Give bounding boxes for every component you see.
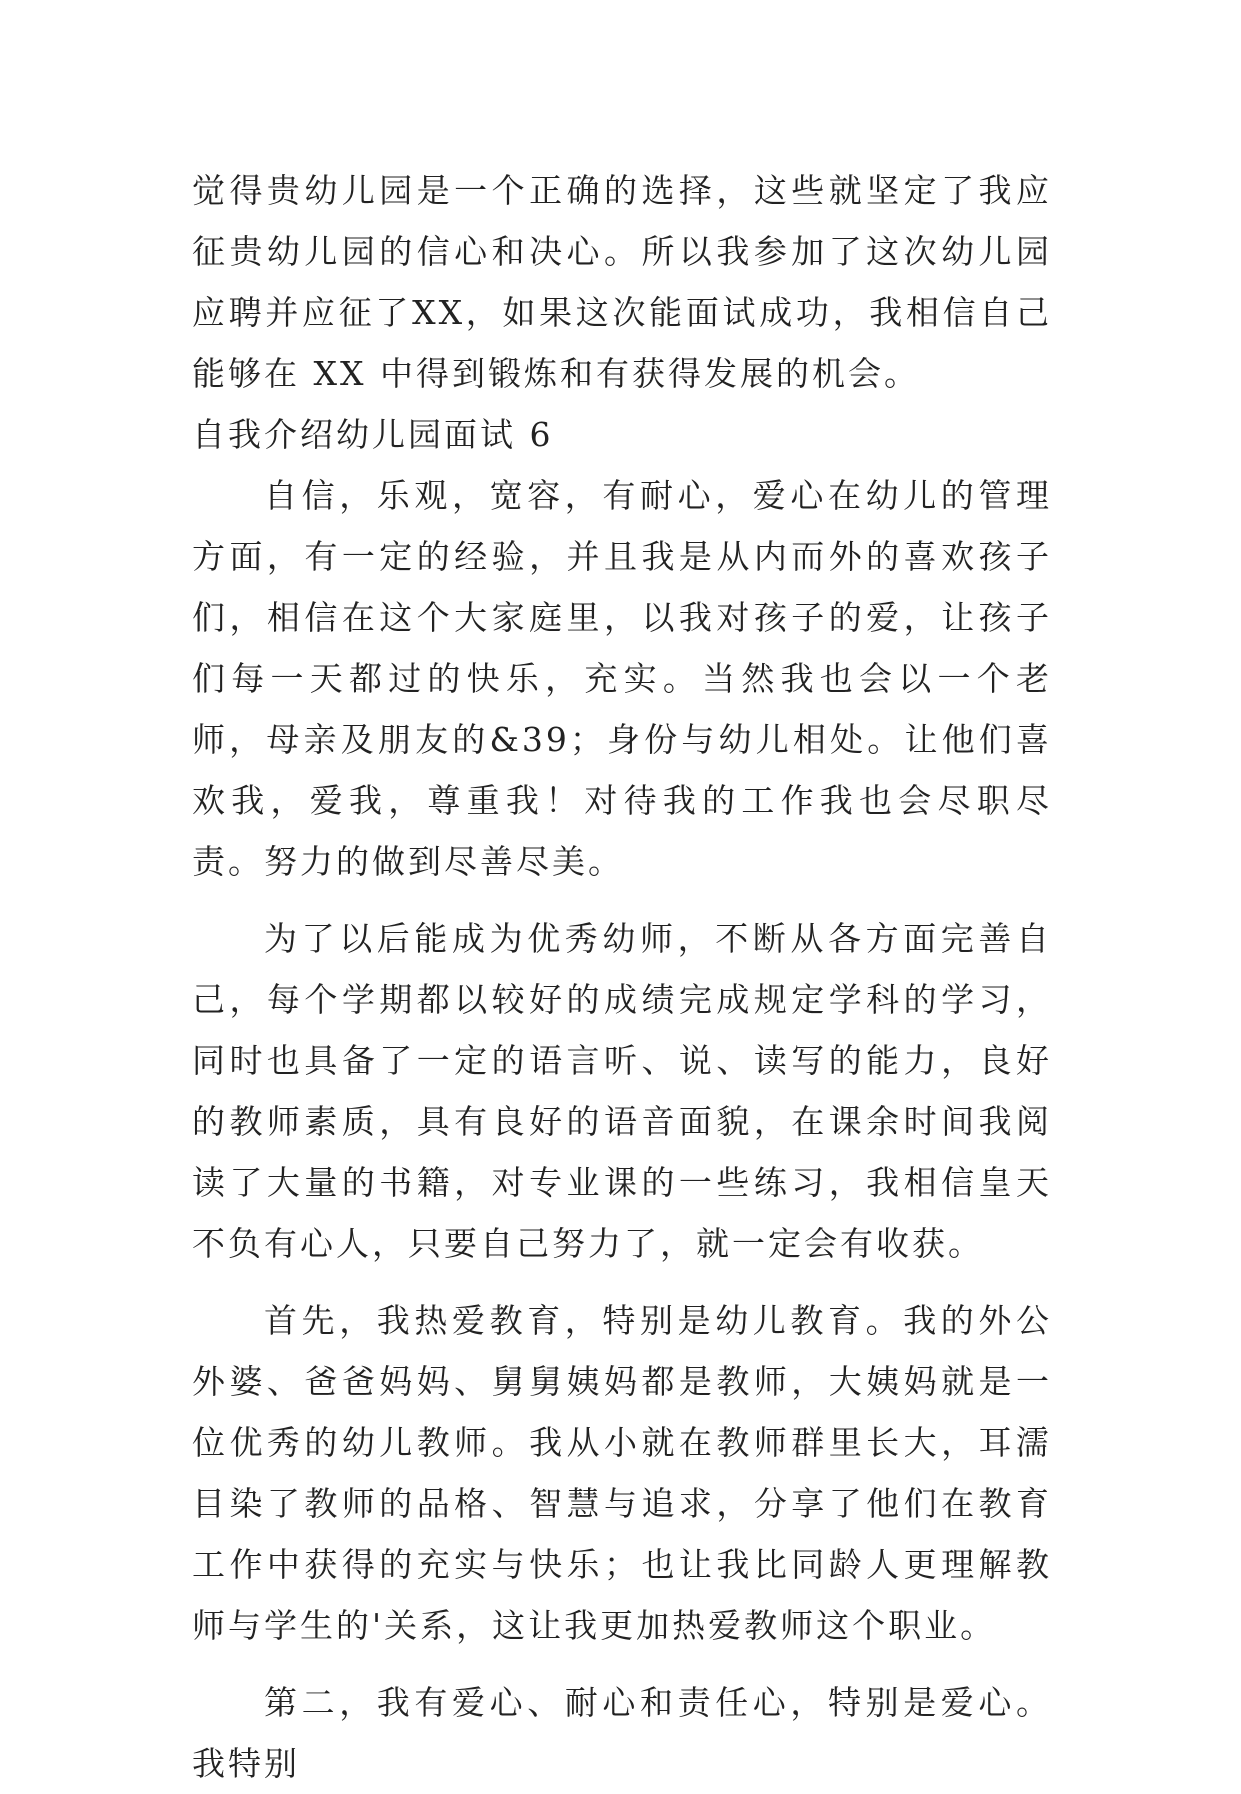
paragraph-4: 第二，我有爱心、耐心和责任心，特别是爱心。我特别 (192, 1683, 1052, 1783)
paragraph-continued: 觉得贵幼儿园是一个正确的选择，这些就坚定了我应征贵幼儿园的信心和决心。所以我参加了这次幼儿园应聘并应征了XX，如果这次能面试成功，我相信自己能够在 XX 中得到锻炼和有获得发展的机会。 (192, 171, 1052, 393)
paragraph-2: 为了以后能成为优秀幼师，不断从各方面完善自己，每个学期都以较好的成绩完成规定学科的学习，同时也具备了一定的语言听、说、读写的能力，良好的教师素质，具有良好的语音面貌，在课余时间我阅读了大量的书籍，对专业课的一些练习，我相信皇天不负有心人，只要自己努力了，就一定会有收获。 (192, 919, 1052, 1263)
paragraph-1: 自信，乐观，宽容，有耐心，爱心在幼儿的管理方面，有一定的经验，并且我是从内而外的喜欢孩子们，相信在这个大家庭里，以我对孩子的爱，让孩子们每一天都过的快乐，充实。当然我也会以一个老师，母亲及朋友的&39；身份与幼儿相处。让他们喜欢我，爱我，尊重我！对待我的工作我也会尽职尽责。努力的做到尽善尽美。 (192, 476, 1052, 881)
section-heading: 自我介绍幼儿园面试 6 (192, 415, 554, 454)
document-body (192, 160, 1052, 1794)
paragraph-3: 首先，我热爱教育，特别是幼儿教育。我的外公外婆、爸爸妈妈、舅舅姨妈都是教师，大姨妈就是一位优秀的幼儿教师。我从小就在教师群里长大，耳濡目染了教师的品格、智慧与追求，分享了他们在教育工作中获得的充实与快乐；也让我比同龄人更理解教师与学生的'关系，这让我更加热爱教师这个职业。 (192, 1301, 1052, 1645)
